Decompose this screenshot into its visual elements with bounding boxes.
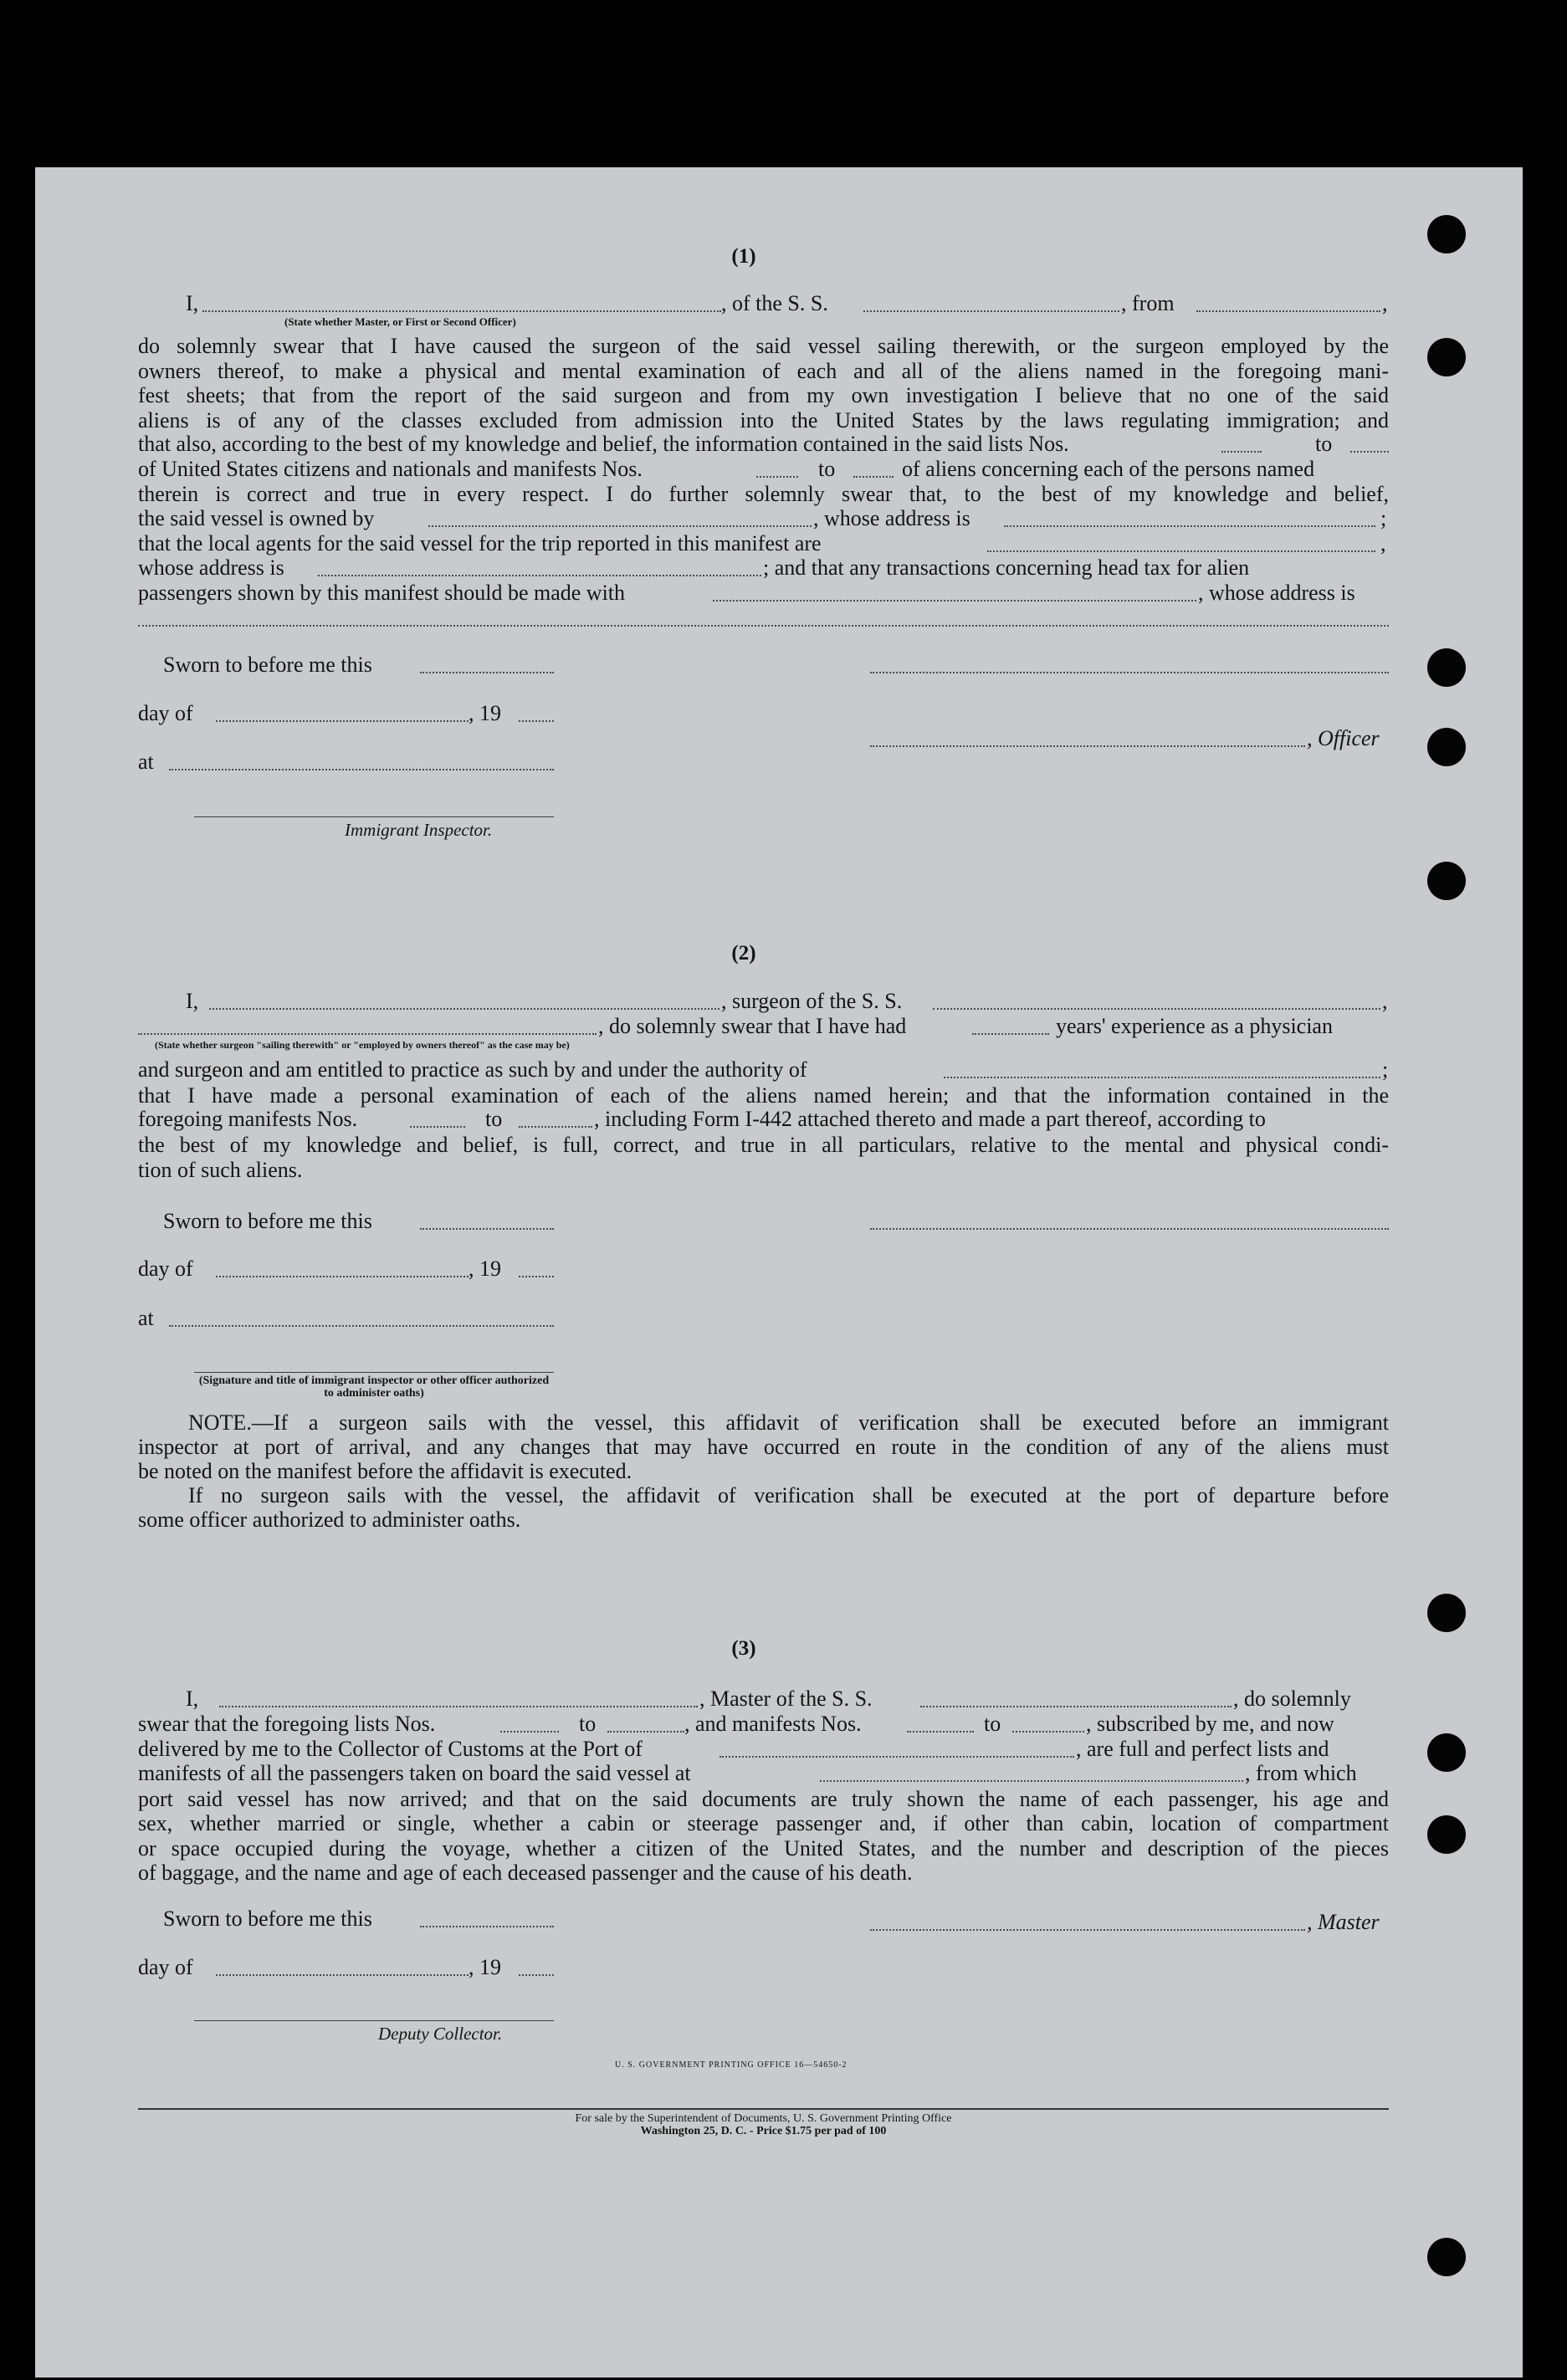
of-ss-label: , of the S. S.	[721, 291, 828, 315]
authority-label: and surgeon and am entitled to practice as such by and under the authority of	[138, 1057, 807, 1082]
passengers-label: passengers shown by this manifest should be made with	[138, 581, 626, 605]
subscribed-label: , subscribed by me, and now	[1086, 1712, 1334, 1736]
section-2-line: that I have made a personal examination of each of the aliens named herein; and that the information contained in the	[138, 1083, 1389, 1108]
vessel-name-field[interactable]	[863, 310, 1119, 312]
embark-port-field[interactable]	[820, 1780, 1243, 1782]
sworn-label: Sworn to before me this	[163, 1907, 372, 1931]
year-field[interactable]	[519, 1974, 554, 1976]
from-label: , from	[1121, 291, 1175, 315]
year-label: , 19	[469, 701, 501, 725]
head-tax-party-field[interactable]	[713, 600, 1196, 601]
day-of-label: day of	[138, 1955, 193, 1979]
line-end: ;	[1380, 506, 1387, 530]
inspector-signature-note: (Signature and title of immigrant inspector or other officer authorized to administer oaths)	[198, 1374, 550, 1400]
section-2-line: tion of such aliens.	[138, 1158, 303, 1182]
surgeon-manifests-from-field[interactable]	[410, 1126, 465, 1128]
surgeon-manifests-to-field[interactable]	[519, 1126, 592, 1128]
punch-hole	[1427, 862, 1466, 900]
sworn-label: Sworn to before me this	[163, 653, 372, 677]
section-2-i: I,	[186, 989, 199, 1013]
agents-label: that the local agents for the said vessel for the trip reported in this manifest are	[138, 531, 822, 555]
note-line: If no surgeon sails with the vessel, the affidavit of verification shall be executed at the port of departure before	[188, 1483, 1389, 1507]
master-manifests-from-field[interactable]	[907, 1731, 974, 1733]
year-label: , 19	[469, 1257, 501, 1281]
solemnly-swear-label: , do solemnly swear that I have had	[598, 1014, 907, 1038]
do-solemnly-label: , do solemnly	[1233, 1686, 1351, 1711]
punch-hole	[1427, 1815, 1466, 1854]
manifests-to-field[interactable]	[853, 476, 894, 478]
surgeon-of-label: , surgeon of the S. S.	[721, 989, 903, 1013]
master-label: , Master	[1307, 1910, 1380, 1934]
sworn-day-field[interactable]	[420, 1926, 554, 1927]
head-tax-address-label: , whose address is	[1198, 581, 1355, 605]
footer-price-line: Washington 25, D. C. - Price $1.75 per pad of 100	[640, 2125, 887, 2137]
years-field[interactable]	[972, 1033, 1049, 1035]
head-tax-address-field[interactable]	[138, 625, 1389, 627]
footer-sale-line: For sale by the Superintendent of Documents, U. S. Government Printing Office	[575, 2112, 952, 2125]
line-end: ,	[1382, 291, 1388, 315]
agent-address-label: whose address is	[138, 555, 284, 580]
printing-office-code: U. S. GOVERNMENT PRINTING OFFICE 16—54650-2	[615, 2060, 848, 2070]
lists-line: that also, according to the best of my knowledge and belief, the information contained in the said lists Nos.	[138, 432, 1069, 456]
head-tax-label: ; and that any transactions concerning head tax for alien	[763, 555, 1250, 580]
manifests-label: , and manifests Nos.	[684, 1712, 862, 1736]
port-field[interactable]	[719, 1756, 1074, 1758]
note-line: be noted on the manifest before the affidavit is executed.	[138, 1459, 632, 1483]
note-line: some officer authorized to administer oaths.	[138, 1507, 521, 1532]
sworn-day-field[interactable]	[420, 672, 554, 673]
officer-signature-line[interactable]	[870, 672, 1389, 673]
section-3-para-line: of baggage, and the name and age of each deceased passenger and the cause of his death.	[138, 1860, 913, 1885]
place-field[interactable]	[169, 769, 554, 770]
note-line: inspector at port of arrival, and any changes that may have occurred en route in the condition of any of the aliens must	[138, 1435, 1389, 1459]
section-1-para-line: fest sheets; that from the report of the said surgeon and from my own investigation I believe that no one of the said	[138, 383, 1389, 407]
agent-address-field[interactable]	[318, 575, 761, 576]
manifests-line: of United States citizens and nationals and manifests Nos.	[138, 457, 643, 481]
owner-field[interactable]	[428, 525, 812, 527]
manifests-label: foregoing manifests Nos.	[138, 1107, 358, 1131]
officer-name-field[interactable]	[870, 745, 1305, 747]
punch-hole	[1427, 1594, 1466, 1632]
section-3-i: I,	[186, 1686, 199, 1711]
form-i442-label: , including Form I-442 attached thereto and made a part thereof, according to	[594, 1107, 1266, 1131]
sworn-day-field[interactable]	[420, 1228, 554, 1230]
owned-label: the said vessel is owned by	[138, 506, 375, 530]
line-end: ,	[1380, 531, 1386, 555]
section-1-heading: (1)	[731, 245, 756, 268]
deputy-collector-label: Deputy Collector.	[378, 2024, 503, 2044]
correct-line: therein is correct and true in every respect. I do further solemnly swear that, to the best of my knowledge and belief,	[138, 482, 1389, 506]
place-field[interactable]	[169, 1325, 554, 1327]
to-label: to	[984, 1712, 1001, 1736]
lists-to-field[interactable]	[1350, 451, 1389, 453]
master-manifests-to-field[interactable]	[1012, 1731, 1084, 1733]
surgeon-vessel-field[interactable]	[933, 1008, 1380, 1010]
sworn-label: Sworn to before me this	[163, 1209, 372, 1233]
years-label: years' experience as a physician	[1056, 1014, 1333, 1038]
section-1-para-line: owners thereof, to make a physical and mental examination of each and all of the aliens named in the foregoing mani-	[138, 359, 1389, 383]
officer-title-note: (State whether Master, or First or Second Officer)	[284, 315, 516, 328]
section-3-para-line: port said vessel has now arrived; and that on the said documents are truly shown the name of each passenger, his age and	[138, 1787, 1389, 1811]
surgeon-type-field[interactable]	[138, 1033, 597, 1035]
from-port-field[interactable]	[1196, 310, 1380, 312]
officer-label: , Officer	[1307, 726, 1380, 750]
manifests-line-end: of aliens concerning each of the persons named	[902, 457, 1315, 481]
officer-title-field[interactable]	[202, 310, 721, 312]
section-2-heading: (2)	[731, 942, 756, 965]
perfect-lists-label: , are full and perfect lists and	[1076, 1737, 1329, 1761]
surgeon-signature-line[interactable]	[870, 1228, 1389, 1230]
master-name-field[interactable]	[219, 1706, 698, 1707]
master-signature-line[interactable]	[870, 1929, 1305, 1931]
master-vessel-field[interactable]	[920, 1706, 1232, 1707]
day-of-label: day of	[138, 701, 193, 725]
section-1-i: I,	[186, 291, 199, 315]
collector-signature-line[interactable]	[194, 2020, 554, 2021]
to-label: to	[818, 457, 836, 481]
line-end: ;	[1382, 1057, 1389, 1082]
owner-address-label: , whose address is	[813, 506, 970, 530]
section-1-para-line: do solemnly swear that I have caused the surgeon of the said vessel sailing therewith, or the surgeon employed by the	[138, 334, 1389, 358]
punch-hole	[1427, 728, 1466, 766]
master-of-label: , Master of the S. S.	[699, 1686, 873, 1711]
inspector-label: Immigrant Inspector.	[345, 820, 493, 840]
lists-from-field[interactable]	[1221, 451, 1262, 453]
to-label: to	[1315, 432, 1333, 456]
footer-rule	[138, 2108, 1389, 2110]
at-label: at	[138, 750, 154, 774]
inspector-signature-line[interactable]	[194, 1372, 554, 1373]
from-which-label: , from which	[1245, 1761, 1357, 1785]
surgeon-name-field[interactable]	[209, 1008, 719, 1010]
note-line: NOTE.—If a surgeon sails with the vessel, this affidavit of verification shall be executed before an immigrant	[188, 1410, 1389, 1435]
master-lists-from-field[interactable]	[500, 1731, 559, 1733]
taken-on-board-label: manifests of all the passengers taken on board the said vessel at	[138, 1761, 691, 1785]
month-field[interactable]	[216, 720, 469, 722]
year-field[interactable]	[519, 720, 554, 722]
to-label: to	[579, 1712, 597, 1736]
surgeon-type-note: (State whether surgeon "sailing therewith" or "employed by owners thereof" as the case may be)	[155, 1039, 570, 1051]
month-field[interactable]	[216, 1974, 469, 1976]
month-field[interactable]	[216, 1276, 469, 1277]
lists-label: swear that the foregoing lists Nos.	[138, 1712, 436, 1736]
master-lists-to-field[interactable]	[607, 1731, 684, 1733]
punch-hole	[1427, 338, 1466, 376]
year-field[interactable]	[519, 1276, 554, 1277]
section-3-heading: (3)	[731, 1637, 756, 1660]
line-end: ,	[1382, 989, 1388, 1013]
agents-field[interactable]	[987, 550, 1375, 552]
manifests-from-field[interactable]	[756, 476, 798, 478]
inspector-signature-line[interactable]	[194, 816, 554, 817]
punch-hole	[1427, 2238, 1466, 2276]
at-label: at	[138, 1306, 154, 1330]
owner-address-field[interactable]	[1004, 525, 1375, 527]
to-label: to	[485, 1107, 503, 1131]
punch-hole	[1427, 648, 1466, 687]
day-of-label: day of	[138, 1257, 193, 1281]
section-1-para-line: aliens is of any of the classes excluded from admission into the United States by the laws regulating immigration; and	[138, 408, 1389, 432]
punch-hole	[1427, 1733, 1466, 1772]
section-2-line: the best of my knowledge and belief, is full, correct, and true in all particulars, relative to the mental and physical condi-	[138, 1133, 1389, 1157]
authority-field[interactable]	[944, 1077, 1380, 1078]
section-3-para-line: sex, whether married or single, whether a cabin or steerage passenger and, if other than cabin, location of compartment	[138, 1811, 1389, 1835]
collector-label: delivered by me to the Collector of Customs at the Port of	[138, 1737, 643, 1761]
section-3-para-line: or space occupied during the voyage, whether a citizen of the United States, and the number and description of the pieces	[138, 1836, 1389, 1860]
year-label: , 19	[469, 1955, 501, 1979]
